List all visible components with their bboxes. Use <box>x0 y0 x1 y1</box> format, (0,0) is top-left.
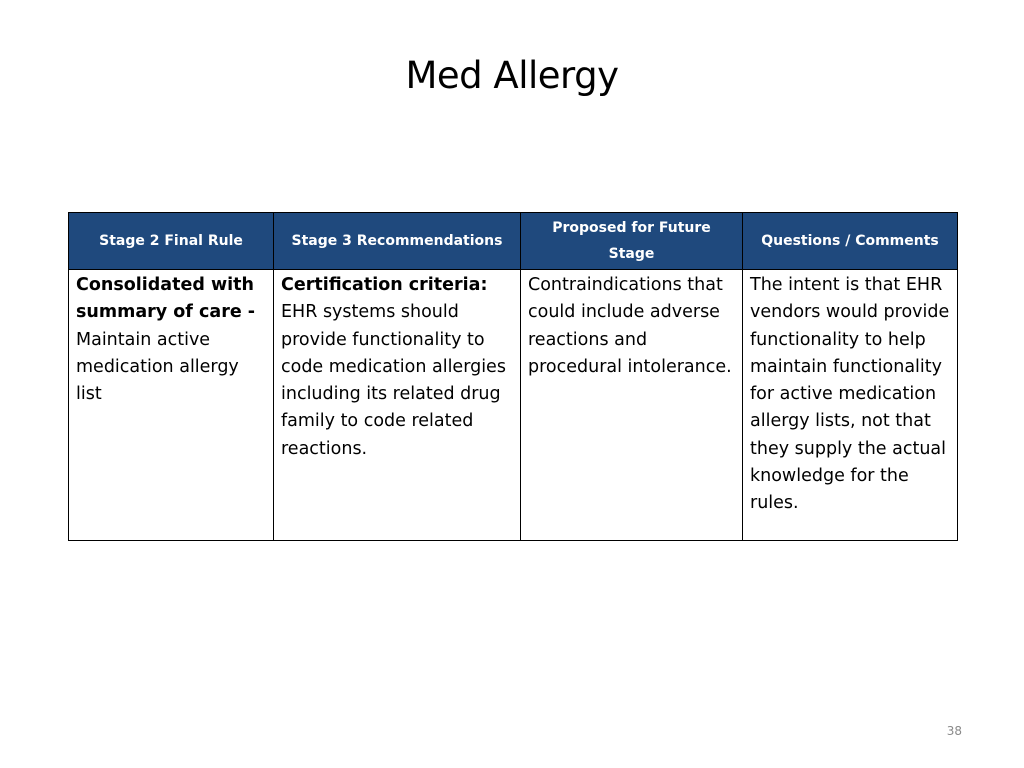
header-questions-comments: Questions / Comments <box>743 213 958 270</box>
cell-proposed-future-stage: Contraindications that could include adverse reactions and procedural intolerance. <box>521 270 743 541</box>
header-proposed-future-stage: Proposed for Future Stage <box>521 213 743 270</box>
stage3-lead-text: Certification criteria: <box>281 275 488 295</box>
slide-title: Med Allergy <box>405 54 619 97</box>
header-stage3-recommendations: Stage 3 Recommendations <box>274 213 521 270</box>
stage2-body-text: Maintain active medication allergy list <box>76 329 239 405</box>
requirements-table <box>68 212 958 541</box>
page-number: 38 <box>946 724 962 738</box>
cell-stage2-final-rule <box>69 270 274 541</box>
table-header-row <box>69 213 958 270</box>
stage3-body-text: EHR systems should provide functionality to code medication allergies including its related drug family to code related reactions. <box>281 302 506 459</box>
cell-questions-comments: The intent is that EHR vendors would provide functionality to help maintain functionality for active medication allergy lists, not that they supply the actual knowledge for the rules. <box>743 270 958 541</box>
table-row <box>69 270 958 541</box>
header-stage2-final-rule: Stage 2 Final Rule <box>69 213 274 270</box>
cell-stage3-recommendations <box>274 270 521 541</box>
stage2-lead-text: Consolidated with summary of care - <box>76 275 256 323</box>
